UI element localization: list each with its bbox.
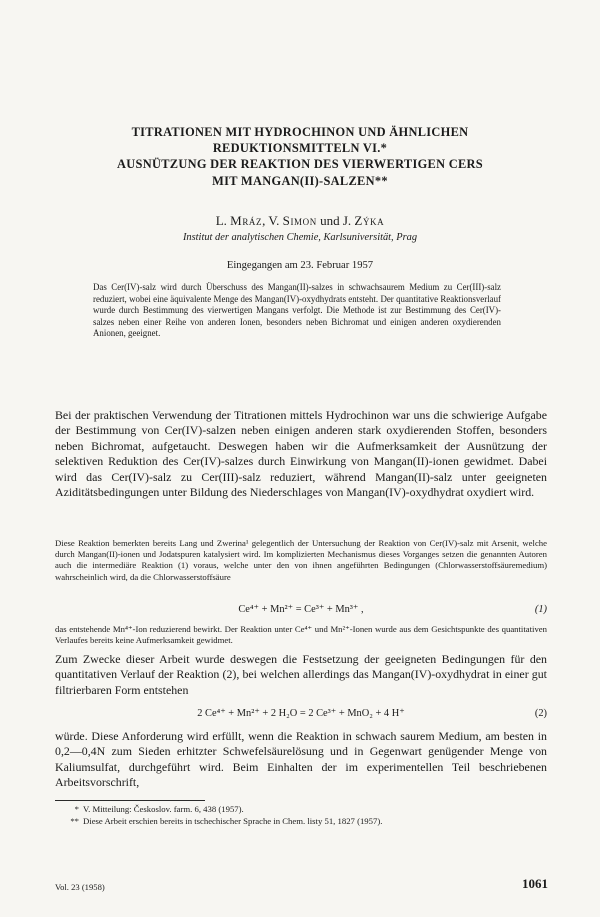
footnote-2 <box>55 816 547 828</box>
author-surname-zyka: Zýka <box>354 213 385 228</box>
equation-1 <box>55 602 547 618</box>
title-line-4: MIT MANGAN(II)-SALZEN** <box>212 173 388 188</box>
footnote-1-text: V. Mitteilung: Českoslov. farm. 6, 438 (1957). <box>83 804 244 814</box>
title-line-2: REDUKTIONSMITTELN VI.* <box>212 141 388 156</box>
author-surname-simon: Simon <box>282 213 317 228</box>
equation-2-body: 2 Ce⁴⁺ + Mn²⁺ + 2 H₂O = 2 Ce³⁺ + MnO₂ + 4 H⁺ <box>197 708 405 719</box>
body-paragraph-1: Bei der praktischen Verwendung der Titrationen mittels Hydrochinon war uns die schwierige Aufgabe der Bestimmung von Cer(IV)-salzen neben einigen anderen stark oxydierenden Stoffen, besonders neben Bichromat, aufgetaucht. Deswegen haben wir die Aufmerksamkeit der Ausnützung der selektiven Reduktion des Cer(IV)-salzes durch Einwirkung von Mangan(II)-ionen gewidmet. Dabei wird das Cer(IV)-salz zu Cer(III)-salz reduziert, während Mangan(II)-salz unter geeigneten Aziditätsbedingungen unter Bildung des Niederschlages von Mangan(IV)-oxydhydrat oxydiert wird. <box>55 408 547 500</box>
author-line <box>60 213 540 229</box>
author-initial: L. <box>215 213 231 228</box>
equation-1-body: Ce⁴⁺ + Mn²⁺ = Ce³⁺ + Mn³⁺ , <box>238 604 364 615</box>
equation-2 <box>55 706 547 722</box>
abstract: Das Cer(IV)-salz wird durch Überschuss des Mangan(II)-salzes in schwachsaurem Medium zu Cer(III)-salz reduziert, wobei eine äquivalente Menge des Mangan(IV)-oxydhydrats entsteht. Der quantitative Reaktionsverlauf wurde durch Bestimmung des vierwertigen Mangans verfolgt. Die Methode ist zur Bestimmung des Cer(IV)-salzes neben einer Reihe von anderen Ionen, besonders neben Bichromat und einigen anderen oxydierenden Anionen, geeignet. <box>93 282 501 339</box>
author-separator: , V. <box>262 213 283 228</box>
body-paragraph-5: würde. Diese Anforderung wird erfüllt, wenn die Reaktion in schwach saurem Medium, am besten in 0,2—0,4N zum Sieden erhitzter Schwefelsäurelösung und in Gegenwart genügender Menge von Kaliumsulfat, durchgeführt wird. Beim Einhalten der im experimentellen Teil beschriebenen Arbeitsvorschrift, <box>55 729 547 790</box>
institute-affiliation: Institut der analytischen Chemie, Karlsuniversität, Prag <box>182 232 418 243</box>
body-paragraph-3: das entstehende Mn⁴⁺-Ion reduzierend bewirkt. Der Reaktion unter Ce⁴⁺ und Mn²⁺-Ionen wurde aus dem Gesichtspunkte des quantitativen Verlaufes bereits keine Aufmerksamkeit gewidmet. <box>55 624 547 646</box>
footnote-divider <box>55 800 205 801</box>
footnote-1 <box>55 804 547 816</box>
footnote-2-text: Diese Arbeit erschien bereits in tschechischer Sprache in Chem. listy 51, 1827 (1957). <box>83 816 383 826</box>
article-title <box>60 124 540 189</box>
title-line-3: AUSNÜTZUNG DER REAKTION DES VIERWERTIGEN CERS <box>117 157 483 172</box>
page-number: 1061 <box>522 876 548 891</box>
footnote-2-mark: ** <box>70 816 79 826</box>
body-paragraph-2: Diese Reaktion bemerkten bereits Lang und Zwerina¹ gelegentlich der Untersuchung der Reaktion von Cer(IV)-salz mit Arsenit, welche durch Mangan(II)-ionen und Jodatspuren katalysiert wird. Im komplizierten Mechanismus dieses Vorganges setzen die genannten Autoren auch die intermediäre Reaktion (1) voraus, welche unter den von ihnen angeführten Bedingungen (Chlorwasserstoffsäuremedium) wahrscheinlich wird, da die Chlorwasserstoffsäure <box>55 538 547 582</box>
equation-1-number: (1) <box>534 604 547 615</box>
author-separator: und J. <box>316 213 355 228</box>
title-line-1: TITRATIONEN MIT HYDROCHINON UND ÄHNLICHEN <box>131 125 469 139</box>
body-paragraph-4: Zum Zwecke dieser Arbeit wurde deswegen die Festsetzung der geeigneten Bedingungen für den quantitativen Verlauf der Reaktion (2), bei welchen allerdings das Mangan(IV)-oxydhydrat in einer gut filtrierbaren Form entstehen <box>55 652 547 697</box>
author-surname-mraz: Mráz <box>230 213 263 228</box>
equation-2-number: (2) <box>534 708 547 719</box>
received-date: Eingegangen am 23. Februar 1957 <box>226 260 374 271</box>
footnote-1-mark: * <box>74 804 79 814</box>
volume-info: Vol. 23 (1958) <box>55 882 105 892</box>
